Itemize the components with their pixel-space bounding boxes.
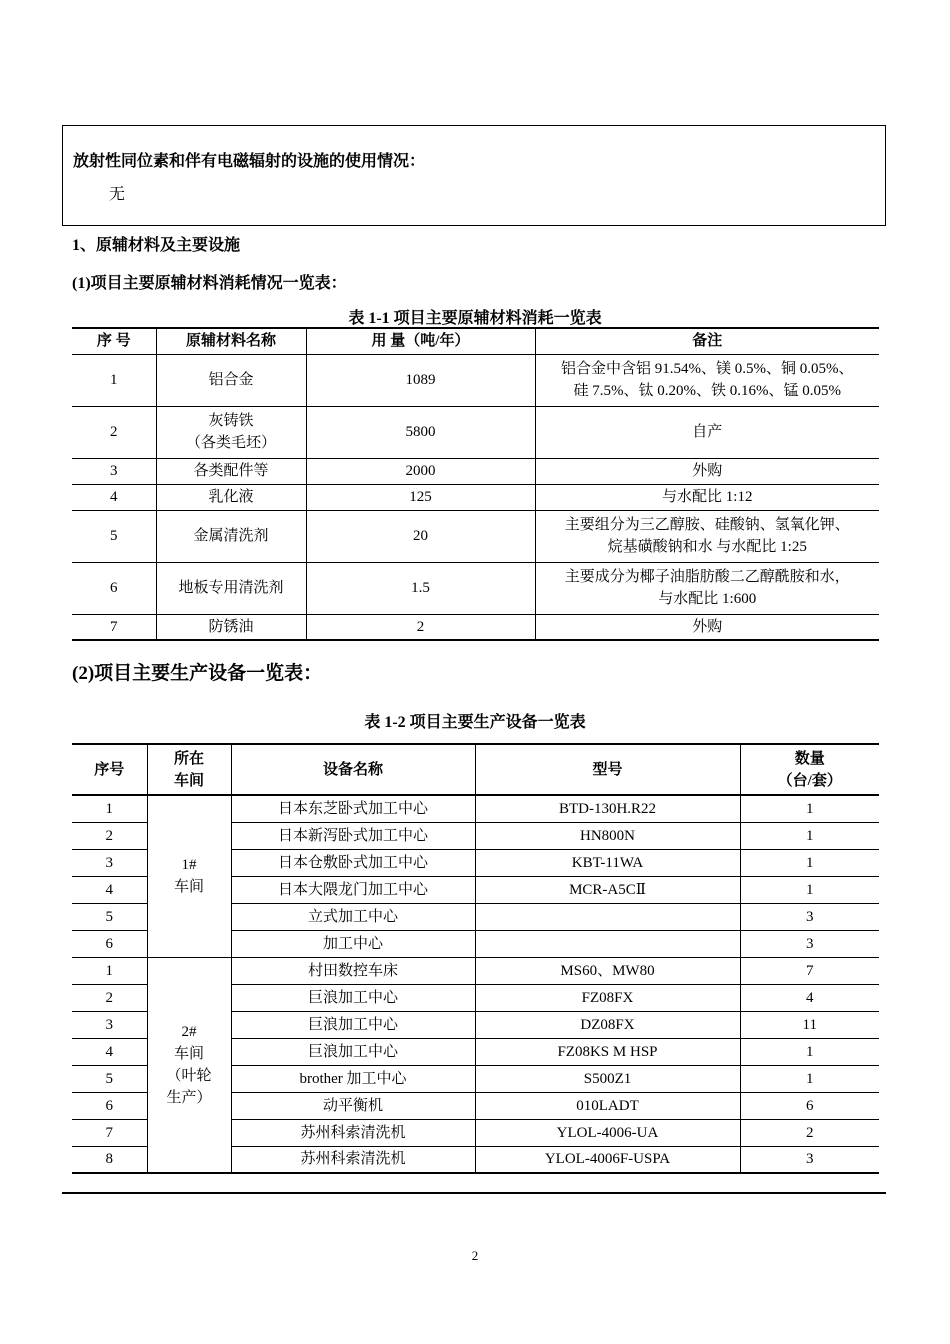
table-row (72, 614, 879, 640)
cell-no: 6 (72, 1092, 147, 1119)
cell-name: 金属清洗剂 (156, 510, 306, 562)
cell-amount: 2000 (306, 458, 535, 484)
table-row (72, 354, 879, 406)
workshop-label: 1# (181, 857, 197, 874)
cell-quantity: 4 (740, 984, 879, 1011)
cell-equipment-name: 立式加工中心 (231, 903, 475, 930)
cell-quantity: 3 (740, 930, 879, 957)
cell-quantity: 1 (740, 849, 879, 876)
cell-model: YLOL-4006F-USPA (475, 1146, 740, 1173)
cell-no: 4 (72, 1038, 147, 1065)
bottom-rule (62, 1192, 886, 1194)
cell-equipment-name: 巨浪加工中心 (231, 984, 475, 1011)
cell-note: 外购 (535, 614, 879, 640)
cell-equipment-name: 日本新泻卧式加工中心 (231, 822, 475, 849)
cell-no: 5 (72, 903, 147, 930)
cell-no: 4 (72, 484, 156, 510)
cell-quantity: 1 (740, 1065, 879, 1092)
cell-amount: 1089 (306, 354, 535, 406)
cell-no: 3 (72, 458, 156, 484)
cell-equipment-name: 日本东芝卧式加工中心 (231, 795, 475, 822)
cell-model (475, 903, 740, 930)
cell-equipment-name: 巨浪加工中心 (231, 1038, 475, 1065)
cell-model: BTD-130H.R22 (475, 795, 740, 822)
table2-caption: 表 1-2 项目主要生产设备一览表 (364, 714, 586, 731)
cell-amount: 5800 (306, 406, 535, 458)
header-quantity (740, 744, 879, 795)
cell-equipment-name: 日本仓敷卧式加工中心 (231, 849, 475, 876)
radiation-box-body: 无 (109, 186, 126, 203)
cell-no: 5 (72, 510, 156, 562)
table-header-row (72, 744, 879, 795)
header-qty-line2: （台/套） (777, 772, 842, 789)
cell-no: 1 (72, 795, 147, 822)
cell-no: 2 (72, 406, 156, 458)
cell-equipment-name: brother 加工中心 (231, 1065, 475, 1092)
cell-equipment-name: 苏州科索清洗机 (231, 1146, 475, 1173)
header-model: 型号 (475, 744, 740, 795)
materials-table (72, 327, 879, 641)
header-workshop (147, 744, 231, 795)
note-line2: 烷基磺酸钠和水 与水配比 1:25 (607, 539, 807, 555)
cell-quantity: 1 (740, 795, 879, 822)
workshop-label: 生产） (166, 1089, 212, 1106)
cell-name: 地板专用清洗剂 (156, 562, 306, 614)
cell-equipment-name: 动平衡机 (231, 1092, 475, 1119)
cell-model: S500Z1 (475, 1065, 740, 1092)
cell-no: 4 (72, 876, 147, 903)
table-row (72, 406, 879, 458)
header-qty-line1: 数量 (794, 750, 825, 767)
name-line1: 灰铸铁 (208, 413, 254, 429)
cell-quantity: 3 (740, 1146, 879, 1173)
cell-no: 3 (72, 849, 147, 876)
cell-model: MCR-A5CⅡ (475, 876, 740, 903)
subsection-heading-materials: (1)项目主要原辅材料消耗情况一览表： (72, 275, 347, 292)
cell-quantity: 11 (740, 1011, 879, 1038)
cell-model: FZ08FX (475, 984, 740, 1011)
header-material-name: 原辅材料名称 (156, 328, 306, 354)
header-amount: 用 量（吨/年） (306, 328, 535, 354)
cell-no: 3 (72, 1011, 147, 1038)
cell-no: 8 (72, 1146, 147, 1173)
cell-workshop (147, 795, 231, 957)
table-row (72, 795, 879, 822)
table1-caption: 表 1-1 项目主要原辅材料消耗一览表 (348, 310, 602, 327)
workshop-label: 车间 (173, 1045, 204, 1062)
cell-quantity: 1 (740, 1038, 879, 1065)
cell-amount: 125 (306, 484, 535, 510)
cell-note: 外购 (535, 458, 879, 484)
table-row (72, 458, 879, 484)
section-heading: 1、原辅材料及主要设施 (72, 237, 241, 254)
cell-quantity: 1 (740, 822, 879, 849)
table-row (72, 562, 879, 614)
cell-model: KBT-11WA (475, 849, 740, 876)
cell-no: 2 (72, 822, 147, 849)
cell-equipment-name: 加工中心 (231, 930, 475, 957)
cell-no: 1 (72, 354, 156, 406)
header-no: 序号 (72, 744, 147, 795)
page-number: 2 (471, 1248, 479, 1263)
cell-amount: 20 (306, 510, 535, 562)
cell-note: 与水配比 1:12 (535, 484, 879, 510)
cell-workshop (147, 957, 231, 1173)
header-no: 序 号 (72, 328, 156, 354)
cell-amount: 1.5 (306, 562, 535, 614)
cell-note (535, 510, 879, 562)
header-note: 备注 (535, 328, 879, 354)
note-line2: 与水配比 1:600 (658, 591, 757, 607)
cell-no: 6 (72, 562, 156, 614)
note-line1: 铝合金中含铝 91.54%、镁 0.5%、铜 0.05%、 (561, 361, 854, 377)
cell-equipment-name: 巨浪加工中心 (231, 1011, 475, 1038)
radiation-box-title: 放射性同位素和伴有电磁辐射的设施的使用情况： (73, 153, 426, 170)
table-row (72, 484, 879, 510)
workshop-label: （叶轮 (166, 1067, 212, 1084)
cell-no: 7 (72, 614, 156, 640)
header-equipment-name: 设备名称 (231, 744, 475, 795)
note-line2: 硅 7.5%、钛 0.20%、铁 0.16%、锰 0.05% (573, 383, 841, 399)
subsection-heading-equipment: (2)项目主要生产设备一览表： (72, 663, 323, 684)
table-row (72, 957, 879, 984)
table-header-row (72, 328, 879, 354)
cell-no: 5 (72, 1065, 147, 1092)
cell-amount: 2 (306, 614, 535, 640)
header-workshop-line1: 所在 (173, 750, 204, 767)
cell-quantity: 6 (740, 1092, 879, 1119)
cell-no: 6 (72, 930, 147, 957)
cell-name (156, 406, 306, 458)
cell-model: DZ08FX (475, 1011, 740, 1038)
table-row (72, 510, 879, 562)
cell-note (535, 354, 879, 406)
cell-name: 各类配件等 (156, 458, 306, 484)
cell-note (535, 562, 879, 614)
workshop-label: 2# (181, 1023, 197, 1040)
header-workshop-line2: 车间 (173, 772, 204, 789)
cell-equipment-name: 村田数控车床 (231, 957, 475, 984)
cell-model: FZ08KS M HSP (475, 1038, 740, 1065)
cell-note: 自产 (535, 406, 879, 458)
cell-no: 7 (72, 1119, 147, 1146)
note-line1: 主要成分为椰子油脂肪酸二乙醇酰胺和水， (564, 569, 850, 585)
cell-model: 010LADT (475, 1092, 740, 1119)
cell-model: YLOL-4006-UA (475, 1119, 740, 1146)
cell-quantity: 2 (740, 1119, 879, 1146)
equipment-table (72, 743, 879, 1174)
cell-quantity: 3 (740, 903, 879, 930)
cell-equipment-name: 苏州科索清洗机 (231, 1119, 475, 1146)
workshop-label: 车间 (173, 879, 204, 896)
cell-quantity: 1 (740, 876, 879, 903)
cell-name: 乳化液 (156, 484, 306, 510)
note-line1: 主要组分为三乙醇胺、硅酸钠、氢氧化钾、 (564, 517, 850, 533)
name-line2: （各类毛坯） (185, 435, 276, 451)
cell-name: 防锈油 (156, 614, 306, 640)
cell-no: 2 (72, 984, 147, 1011)
cell-quantity: 7 (740, 957, 879, 984)
cell-name: 铝合金 (156, 354, 306, 406)
cell-model (475, 930, 740, 957)
cell-equipment-name: 日本大隈龙门加工中心 (231, 876, 475, 903)
cell-no: 1 (72, 957, 147, 984)
cell-model: HN800N (475, 822, 740, 849)
cell-model: MS60、MW80 (475, 957, 740, 984)
radiation-info-box (62, 125, 886, 226)
